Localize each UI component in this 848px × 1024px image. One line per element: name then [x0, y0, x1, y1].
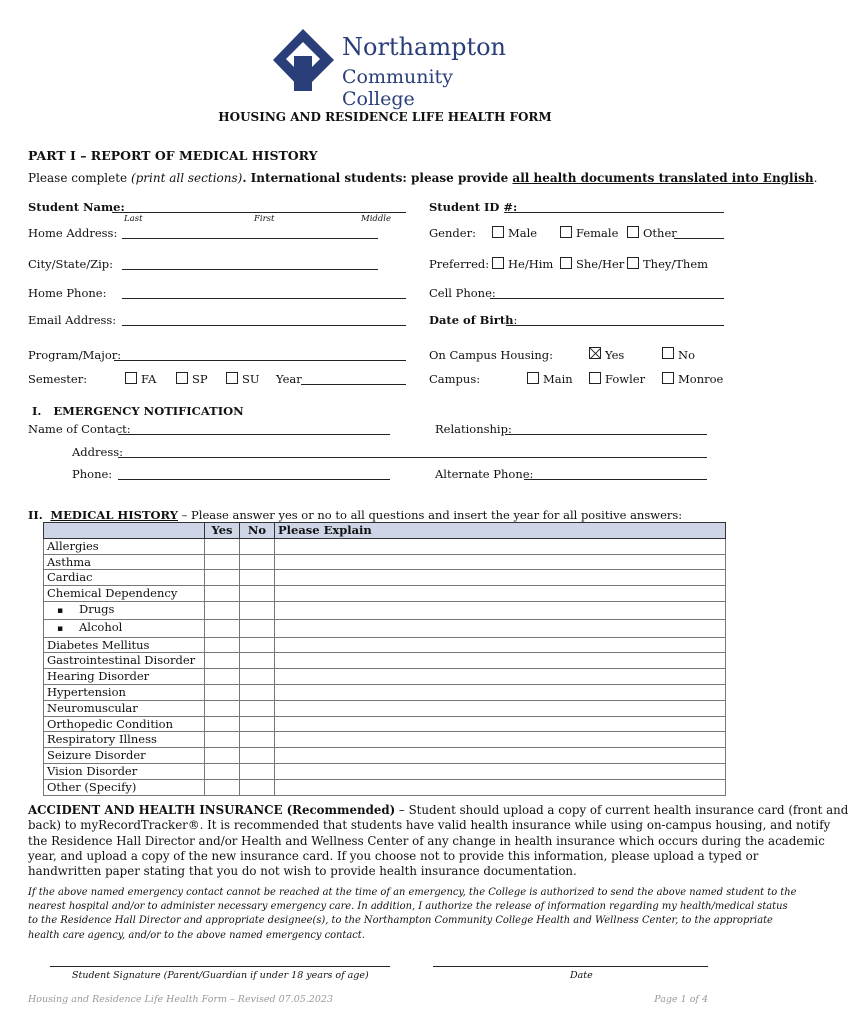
- no-cell[interactable]: [240, 586, 275, 602]
- condition-label: Asthma: [47, 554, 91, 569]
- condition-name: [44, 732, 205, 748]
- fowler-label: Fowler: [605, 372, 646, 386]
- relationship-label: Relationship:: [435, 422, 512, 436]
- su-checkbox[interactable]: [226, 372, 238, 384]
- explain-cell[interactable]: [275, 763, 726, 779]
- yes-cell[interactable]: [205, 637, 240, 653]
- cell-phone-label: Cell Phone:: [429, 286, 496, 300]
- table-row: [44, 601, 726, 619]
- no-cell[interactable]: [240, 700, 275, 716]
- explain-cell[interactable]: [275, 570, 726, 586]
- explain-cell[interactable]: [275, 748, 726, 764]
- bullet-icon: ▪: [57, 623, 64, 634]
- sheher-checkbox[interactable]: [560, 257, 572, 269]
- housing-yes-label: Yes: [605, 348, 625, 362]
- authorization-line-2: nearest hospital and/or to administer necessary emergency care. In addition, I authorize the release of information regarding my health/medical status: [28, 901, 788, 913]
- authorization-text: [28, 886, 797, 943]
- emergency-phone-label: Phone:: [72, 467, 113, 481]
- no-cell[interactable]: [240, 637, 275, 653]
- yes-cell[interactable]: [205, 716, 240, 732]
- condition-label: Seizure Disorder: [47, 748, 146, 763]
- insurance-heading: ACCIDENT AND HEALTH INSURANCE (Recommended): [28, 803, 396, 817]
- no-cell[interactable]: [240, 619, 275, 637]
- email-line[interactable]: [122, 325, 406, 326]
- insurance-section: [28, 803, 848, 879]
- year-line[interactable]: [301, 384, 406, 385]
- main-checkbox[interactable]: [527, 372, 539, 384]
- other-label: Other: [643, 226, 677, 240]
- housing-yes-checkbox[interactable]: [589, 347, 601, 359]
- form-title: HOUSING AND RESIDENCE LIFE HEALTH FORM: [218, 110, 552, 124]
- table-row: [44, 700, 726, 716]
- condition-label: Gastrointestinal Disorder: [47, 653, 196, 668]
- yes-cell[interactable]: [205, 748, 240, 764]
- condition-name: [44, 779, 205, 795]
- condition-label: Chemical Dependency: [47, 586, 178, 601]
- medical-number: II.: [28, 508, 43, 522]
- insurance-line-2: back) to myRecordTracker®. It is recommended that students have valid health insurance while using on-campus housing, and notify: [28, 818, 831, 833]
- cell-phone-line[interactable]: [490, 298, 724, 299]
- no-cell[interactable]: [240, 669, 275, 685]
- explain-cell[interactable]: [275, 586, 726, 602]
- insurance-line-3: the Residence Hall Director and/or Health and Wellness Center of any change in health insurance which occurs during the academic: [28, 833, 825, 848]
- explain-cell[interactable]: [275, 554, 726, 570]
- explain-cell[interactable]: [275, 637, 726, 653]
- table-row: [44, 653, 726, 669]
- condition-name: [44, 653, 205, 669]
- condition-label: Cardiac: [47, 570, 93, 585]
- table-row: [44, 619, 726, 637]
- logo-subname: Community College: [342, 66, 453, 110]
- condition-label: Other (Specify): [47, 779, 137, 794]
- yes-cell[interactable]: [205, 601, 240, 619]
- table-row: [44, 669, 726, 685]
- yes-header: Yes: [205, 523, 240, 539]
- hehim-checkbox[interactable]: [492, 257, 504, 269]
- hehim-label: He/Him: [508, 257, 554, 271]
- authorization-line-4: health care agency, and/or to the above named emergency contact.: [28, 929, 365, 941]
- yes-cell[interactable]: [205, 669, 240, 685]
- female-label: Female: [576, 226, 619, 240]
- first-caption: First: [254, 214, 275, 224]
- condition-name: [44, 669, 205, 685]
- dob-colon: :: [513, 313, 518, 327]
- alt-phone-line[interactable]: [524, 479, 707, 480]
- year-label: Year: [276, 372, 302, 386]
- home-phone-line[interactable]: [122, 298, 406, 299]
- city-line[interactable]: [122, 269, 378, 270]
- authorization-line-1: If the above named emergency contact cannot be reached at the time of an emergency, the College is authorized to send the above named student to the: [28, 887, 797, 898]
- condition-name: [44, 586, 205, 602]
- explain-cell[interactable]: [275, 601, 726, 619]
- male-label: Male: [508, 226, 538, 240]
- yes-cell[interactable]: [205, 570, 240, 586]
- housing-no-checkbox[interactable]: [662, 347, 674, 359]
- intro-text: Please complete: [28, 171, 131, 185]
- condition-label: Hypertension: [47, 684, 126, 699]
- sp-label: SP: [192, 372, 208, 386]
- no-cell[interactable]: [240, 763, 275, 779]
- date-line[interactable]: [433, 966, 708, 967]
- explain-cell[interactable]: [275, 653, 726, 669]
- program-label: Program/Major:: [28, 348, 122, 362]
- male-checkbox[interactable]: [492, 226, 504, 238]
- condition-name: [44, 619, 205, 637]
- intro-print-note: (print all sections): [130, 171, 243, 185]
- condition-label: Neuromuscular: [47, 700, 138, 715]
- condition-label: Respiratory Illness: [47, 732, 157, 747]
- signature-line[interactable]: [50, 966, 390, 967]
- sp-checkbox[interactable]: [176, 372, 188, 384]
- medical-history-table: [43, 522, 726, 796]
- insurance-line-5: handwritten paper stating that you do not wish to provide health insurance documentation.: [28, 864, 577, 879]
- table-row: [44, 586, 726, 602]
- explain-cell[interactable]: [275, 716, 726, 732]
- footer-form-name: Housing and Residence Life Health Form – Revised 07.05.2023: [28, 994, 333, 1005]
- fa-checkbox[interactable]: [125, 372, 137, 384]
- gender-label: Gender:: [429, 226, 476, 240]
- sheher-label: She/Her: [576, 257, 625, 271]
- insurance-line-1: [28, 803, 848, 818]
- table-row: [44, 637, 726, 653]
- contact-line[interactable]: [118, 434, 390, 435]
- condition-name: [44, 601, 205, 619]
- insurance-line-4: year, and upload a copy of the new insurance card. If you choose not to provide this information, please upload a typed or: [28, 848, 759, 863]
- explain-cell[interactable]: [275, 619, 726, 637]
- condition-name: [44, 748, 205, 764]
- table-row: [44, 538, 726, 554]
- no-cell[interactable]: [240, 570, 275, 586]
- condition-name: [44, 763, 205, 779]
- other-checkbox[interactable]: [627, 226, 639, 238]
- yes-cell[interactable]: [205, 700, 240, 716]
- no-cell[interactable]: [240, 748, 275, 764]
- no-cell[interactable]: [240, 684, 275, 700]
- part1-intro: [28, 171, 818, 185]
- table-row: [44, 732, 726, 748]
- no-cell[interactable]: [240, 601, 275, 619]
- condition-label: Drugs: [79, 601, 115, 616]
- monroe-checkbox[interactable]: [662, 372, 674, 384]
- no-cell[interactable]: [240, 538, 275, 554]
- program-line[interactable]: [114, 360, 406, 361]
- condition-name: [44, 637, 205, 653]
- student-name-line[interactable]: [112, 212, 406, 213]
- explain-cell[interactable]: [275, 538, 726, 554]
- yes-cell[interactable]: [205, 554, 240, 570]
- contact-label: Name of Contact:: [28, 422, 131, 436]
- table-row: [44, 716, 726, 732]
- signature-label: Student Signature (Parent/Guardian if under 18 years of age): [72, 970, 369, 981]
- part1-heading: PART I – REPORT OF MEDICAL HISTORY: [28, 148, 318, 163]
- alt-phone-label: Alternate Phone:: [435, 467, 534, 481]
- table-row: [44, 554, 726, 570]
- condition-label: Vision Disorder: [47, 763, 138, 778]
- yes-cell[interactable]: [205, 763, 240, 779]
- no-cell[interactable]: [240, 732, 275, 748]
- emergency-address-line[interactable]: [118, 457, 707, 458]
- student-name-label: Student Name:: [28, 200, 125, 214]
- other-line[interactable]: [674, 238, 724, 239]
- condition-label: Diabetes Mellitus: [47, 637, 150, 652]
- yes-cell[interactable]: [205, 779, 240, 795]
- table-row: [44, 763, 726, 779]
- home-address-line[interactable]: [122, 238, 378, 239]
- table-row: [44, 779, 726, 795]
- explain-cell[interactable]: [275, 684, 726, 700]
- student-id-label: Student ID #:: [429, 200, 518, 214]
- yes-cell[interactable]: [205, 586, 240, 602]
- yes-cell[interactable]: [205, 653, 240, 669]
- city-label: City/State/Zip:: [28, 257, 114, 271]
- explain-cell[interactable]: [275, 669, 726, 685]
- no-header: No: [240, 523, 275, 539]
- date-label: Date: [570, 970, 593, 981]
- no-cell[interactable]: [240, 554, 275, 570]
- housing-no-label: No: [678, 348, 695, 362]
- student-id-line[interactable]: [504, 212, 724, 213]
- condition-label: Alcohol: [79, 619, 123, 634]
- explain-header: Please Explain: [275, 523, 726, 539]
- fa-label: FA: [141, 372, 157, 386]
- condition-label: Hearing Disorder: [47, 669, 150, 684]
- bullet-icon: ▪: [57, 605, 64, 616]
- yes-cell[interactable]: [205, 732, 240, 748]
- table-row: [44, 684, 726, 700]
- condition-name: [44, 716, 205, 732]
- no-cell[interactable]: [240, 716, 275, 732]
- insurance-text-1: – Student should upload a copy of current health insurance card (front and: [395, 803, 848, 817]
- authorization-line-3: to the Residence Hall Director and appropriate designee(s), to the Northampton Community College Health and Wellness Center, to the appropriate: [28, 915, 773, 927]
- medical-instructions: – Please answer yes or no to all questions and insert the year for all positive answers:: [177, 508, 683, 522]
- medical-title: MEDICAL HISTORY: [50, 508, 178, 522]
- yes-cell[interactable]: [205, 619, 240, 637]
- campus-label: Campus:: [429, 372, 481, 386]
- condition-header: [44, 523, 205, 539]
- emergency-heading: I. EMERGENCY NOTIFICATION: [32, 404, 244, 418]
- last-caption: Last: [124, 214, 143, 224]
- yes-cell[interactable]: [205, 684, 240, 700]
- fowler-checkbox[interactable]: [589, 372, 601, 384]
- theythem-checkbox[interactable]: [627, 257, 639, 269]
- theythem-label: They/Them: [643, 257, 709, 271]
- relationship-line[interactable]: [505, 434, 707, 435]
- explain-cell[interactable]: [275, 779, 726, 795]
- intro-period: .: [813, 171, 818, 185]
- footer-page-number: Page 1 of 4: [654, 994, 708, 1005]
- condition-name: [44, 700, 205, 716]
- logo-mark-icon: [272, 28, 336, 94]
- yes-cell[interactable]: [205, 538, 240, 554]
- email-label: Email Address:: [28, 313, 117, 327]
- college-logo: [272, 28, 512, 110]
- condition-name: [44, 570, 205, 586]
- monroe-label: Monroe: [678, 372, 724, 386]
- explain-cell[interactable]: [275, 732, 726, 748]
- middle-caption: Middle: [361, 214, 392, 224]
- dob-label: [429, 313, 517, 327]
- home-phone-label: Home Phone:: [28, 286, 107, 300]
- emergency-address-label: Address:: [72, 445, 124, 459]
- female-checkbox[interactable]: [560, 226, 572, 238]
- condition-name: [44, 538, 205, 554]
- on-campus-label: On Campus Housing:: [429, 348, 553, 362]
- explain-cell[interactable]: [275, 700, 726, 716]
- preferred-label: Preferred:: [429, 257, 490, 271]
- main-label: Main: [543, 372, 573, 386]
- table-row: [44, 570, 726, 586]
- no-cell[interactable]: [240, 779, 275, 795]
- home-address-label: Home Address:: [28, 226, 118, 240]
- no-cell[interactable]: [240, 653, 275, 669]
- condition-label: Orthopedic Condition: [47, 716, 173, 731]
- su-label: SU: [242, 372, 260, 386]
- condition-name: [44, 554, 205, 570]
- logo-name: Northampton: [342, 33, 507, 61]
- semester-label: Semester:: [28, 372, 88, 386]
- emergency-phone-line[interactable]: [118, 479, 390, 480]
- condition-label: Allergies: [47, 538, 99, 553]
- intro-international: . International students: please provide: [242, 171, 513, 185]
- dob-text: Date of Birth: [429, 313, 514, 327]
- medical-heading: [28, 508, 682, 522]
- dob-line[interactable]: [506, 325, 724, 326]
- condition-name: [44, 684, 205, 700]
- table-header-row: [44, 523, 726, 539]
- intro-translated: all health documents translated into English: [512, 171, 814, 185]
- table-row: [44, 748, 726, 764]
